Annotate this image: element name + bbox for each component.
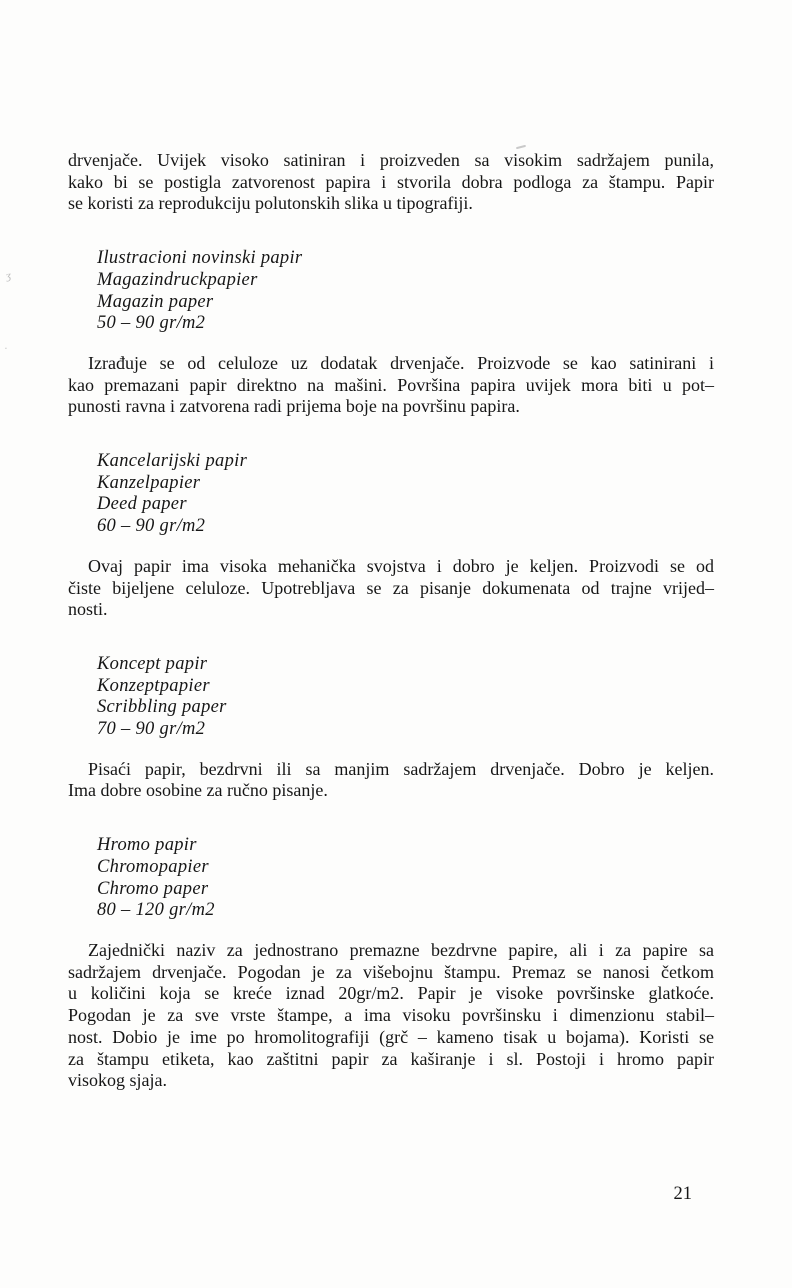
text-line: Zajednički naziv za jednostrano premazne bezdrvne papire, ali i za papire sa <box>88 939 714 960</box>
text-line: nost. Dobio je ime po hromolitografiji (grč – kameno tisak u bojama). Koristi se <box>68 1026 714 1047</box>
scan-artifact: ˙ <box>3 345 9 359</box>
paper-name-line: Chromopapier <box>97 856 209 877</box>
paper-name-line: Deed paper <box>97 494 187 515</box>
text-line: kao premazani papir direktno na mašini. Površina papira uvijek mora biti u pot– <box>68 374 714 395</box>
paragraph <box>68 759 714 802</box>
text-line: sadržajem drvenjače. Pogodan je za višebojnu štampu. Premaz se nanosi četkom <box>68 961 714 982</box>
text-line: čiste bijeljene celuloze. Upotrebljava se za pisanje dokumenata od trajne vrijed– <box>68 577 714 598</box>
paper-type-block-hromo <box>97 835 714 922</box>
paper-name-line: Magazindruckpapier <box>97 269 258 290</box>
paragraph <box>68 940 714 1092</box>
text-line: Ovaj papir ima visoka mehanička svojstva i dobro je keljen. Proizvodi se od <box>88 555 714 576</box>
text-line: u količini koja se kreće iznad 20gr/m2. Papir je visoke površinske glatkoće. <box>68 983 714 1004</box>
paper-name-line: Magazin paper <box>97 291 214 312</box>
grammage-line: 60 – 90 gr/m2 <box>97 516 206 537</box>
paper-name-line: Ilustracioni novinski papir <box>97 248 303 269</box>
paragraph-continuation <box>68 150 714 215</box>
body-text <box>68 150 714 1206</box>
scan-artifact: ʒ <box>5 269 12 283</box>
text-line: visokog sjaja. <box>68 1070 167 1091</box>
text-line: se koristi za reprodukciju polutonskih slika u tipografiji. <box>68 193 473 214</box>
text-line: za štampu etiketa, kao zaštitni papir za kaširanje i sl. Postoji i hromo papir <box>68 1048 714 1069</box>
grammage-line: 50 – 90 gr/m2 <box>97 313 206 334</box>
text-line: Pogodan je za sve vrste štampe, a ima visoku površinsku i dimenzionu stabil– <box>68 1005 714 1026</box>
paper-type-block-koncept <box>97 654 714 741</box>
paper-name-line: Koncept papir <box>97 653 208 674</box>
scan-speck <box>516 145 526 149</box>
paper-type-block-kancelarijski <box>97 451 714 538</box>
grammage-line: 70 – 90 gr/m2 <box>97 719 206 740</box>
paper-name-line: Konzeptpapier <box>97 675 210 696</box>
page-number: 21 <box>673 1183 692 1204</box>
grammage-line: 80 – 120 gr/m2 <box>97 900 215 921</box>
text-line: Pisaći papir, bezdrvni ili sa manjim sadržajem drvenjače. Dobro je keljen. <box>88 758 714 779</box>
paragraph <box>68 353 714 418</box>
text-line: kako bi se postigla zatvorenost papira i stvorila dobra podloga za štampu. Papir <box>68 171 714 192</box>
paragraph <box>68 556 714 621</box>
paper-name-line: Hromo papir <box>97 835 197 856</box>
paper-name-line: Kanzelpapier <box>97 472 201 493</box>
text-line: drvenjače. Uvijek visoko satiniran i proizveden sa visokim sadržajem punila, <box>68 150 714 170</box>
text-line: punosti ravna i zatvorena radi prijema boje na površinu papira. <box>68 396 520 417</box>
text-line: Ima dobre osobine za ručno pisanje. <box>68 780 328 801</box>
paper-name-line: Scribbling paper <box>97 697 227 718</box>
paper-name-line: Kancelarijski papir <box>97 451 248 472</box>
text-line: Izrađuje se od celuloze uz dodatak drvenjače. Proizvode se kao satinirani i <box>88 352 714 373</box>
text-line: nosti. <box>68 599 108 620</box>
paper-type-block-ilustracioni <box>97 248 714 335</box>
paper-name-line: Chromo paper <box>97 878 209 899</box>
